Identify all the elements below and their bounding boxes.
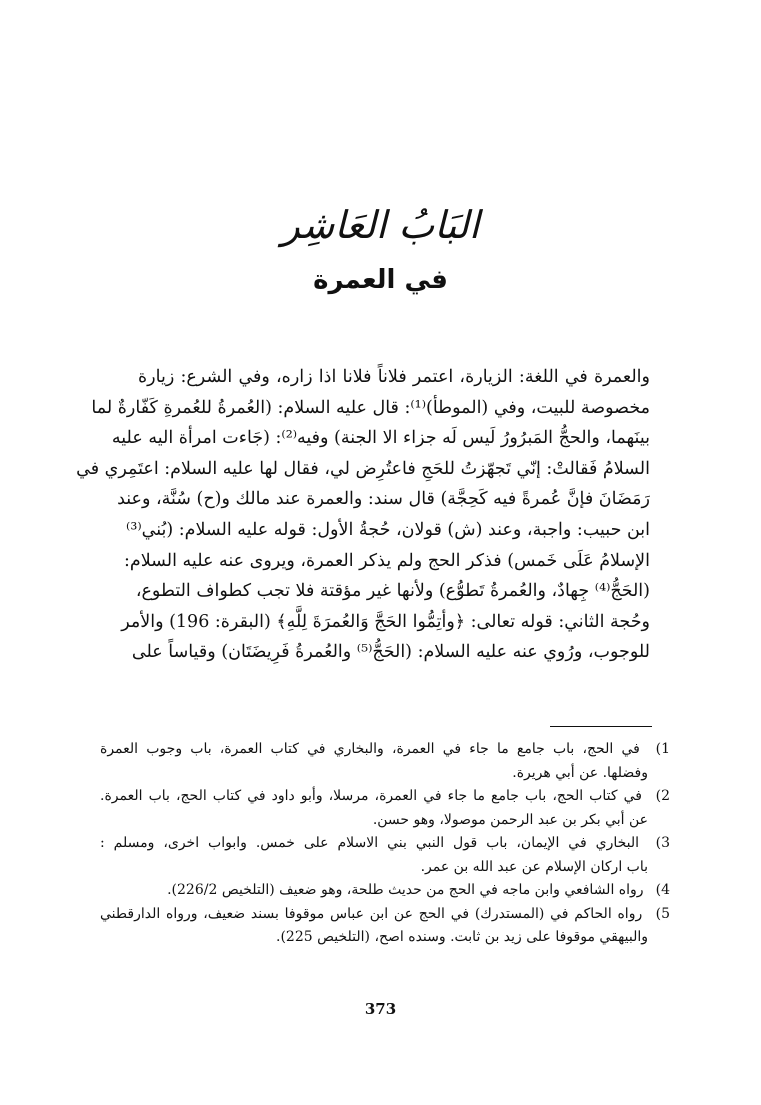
footnote-line bbox=[100, 785, 670, 809]
chapter-subtitle: في العمرة bbox=[313, 265, 448, 295]
footnote-text: باب اركان الإسلام عن عبد الله بن عمر. bbox=[420, 858, 648, 875]
body-line: (الحَجُّ⁽⁴⁾ جِهادٌ، والعُمرةُ تَطوُّع) ولأنها غير مؤقتة فلا تجب كطواف التطوع، bbox=[135, 581, 650, 602]
footnote-text: في كتاب الحج، باب جامع ما جاء في العمرة، مرسلا، وأبو داود في كتاب الحج، باب العمرة. bbox=[100, 788, 642, 804]
body-paragraph bbox=[76, 362, 650, 668]
footnote-line bbox=[100, 856, 670, 880]
footnote-line bbox=[100, 738, 670, 762]
body-line: الإسلامُ عَلَى خَمس) فذكر الحج ولم يذكر العمرة، ويروى عنه عليه السلام: bbox=[124, 550, 650, 571]
chapter-title: البَابُ العَاشِر bbox=[281, 203, 480, 247]
footnote-text: والبيهقي موقوفا على زيد بن ثابت. وسنده اصح، (التلخيص 225). bbox=[276, 929, 648, 945]
page-number: 373 bbox=[364, 1000, 397, 1018]
body-line: بينَهما، والحجُّ المَبرُورُ لَيس لَه جزاء الا الجنة) وفيه⁽²⁾: (جَاءت امرأة اليه عليه bbox=[111, 428, 650, 449]
footnote-number: 1) bbox=[655, 741, 670, 757]
footnote-text: عن أبي بكر بن عبد الرحمن موصولا، وهو حسن. bbox=[372, 811, 648, 828]
footnote-separator bbox=[550, 726, 652, 727]
footnote-text: رواه الشافعي وابن ماجه في الحج من حديث طلحة، وهو ضعيف (التلخيص 226/2). bbox=[167, 882, 644, 898]
body-line: والعمرة في اللغة: الزيارة، اعتمر فلاناً فلانا اذا زاره، وفي الشرع: زيارة bbox=[138, 367, 650, 387]
footnote-number: 2) bbox=[655, 788, 671, 804]
footnote-number: 5) bbox=[655, 905, 670, 922]
footnote-text: وفضلها. عن أبي هريرة. bbox=[512, 764, 648, 781]
body-line: للوجوب، ورُوي عنه عليه السلام: (الحَجُّ⁽⁵⁾ والعُمرةُ فَرِيضَتَان) وقياساً على bbox=[131, 642, 650, 663]
footnote-line bbox=[100, 762, 670, 786]
footnote-line bbox=[100, 879, 670, 903]
footnote-line bbox=[100, 903, 670, 927]
footnote-line bbox=[100, 926, 670, 950]
footnotes bbox=[100, 738, 670, 950]
footnote-text: البخاري في الإيمان، باب قول النبي بني الاسلام على خمس. وابواب اخرى، ومسلم : bbox=[100, 835, 640, 851]
footnote-text: رواه الحاكم في (المستدرك) في الحج عن ابن عباس موقوفا بسند ضعيف، ورواه الدارقطني bbox=[100, 905, 643, 922]
body-line: ابن حبيب: واجبة، وعند (ش) قولان، حُجةُ الأول: قوله عليه السلام: (بُني⁽³⁾ bbox=[126, 519, 650, 540]
footnote-line bbox=[100, 809, 670, 833]
body-line: رَمَضَانَ فإنَّ عُمرةً فيه كَحِجَّة) قال سند: والعمرة عند مالك و(ح) سُنَّة، وعند bbox=[117, 489, 650, 510]
footnote-text: في الحج، باب جامع ما جاء في العمرة، والبخاري في كتاب العمرة، باب وجوب العمرة bbox=[100, 741, 640, 757]
footnote-number: 3) bbox=[655, 835, 671, 851]
body-line: مخصوصة للبيت، وفي (الموطأ)⁽¹⁾: قال عليه السلام: (العُمرةُ للعُمرةِ كَفّارةٌ لما bbox=[91, 397, 650, 418]
body-line: السلامُ فَقالتْ: إنّي تَجهّزتُ للحَجِ فاعتُرِض لي، فقال لها عليه السلام: اعتَمِري في bbox=[76, 458, 650, 479]
body-line: وحُجة الثاني: قوله تعالى: ﴿وأتِمُّوا الحَجَّ وَالعُمرَةَ لِلَّهِ﴾ (البقرة: 196) والأمر bbox=[121, 611, 650, 632]
footnote-line bbox=[100, 832, 670, 856]
footnote-number: 4) bbox=[655, 882, 670, 898]
